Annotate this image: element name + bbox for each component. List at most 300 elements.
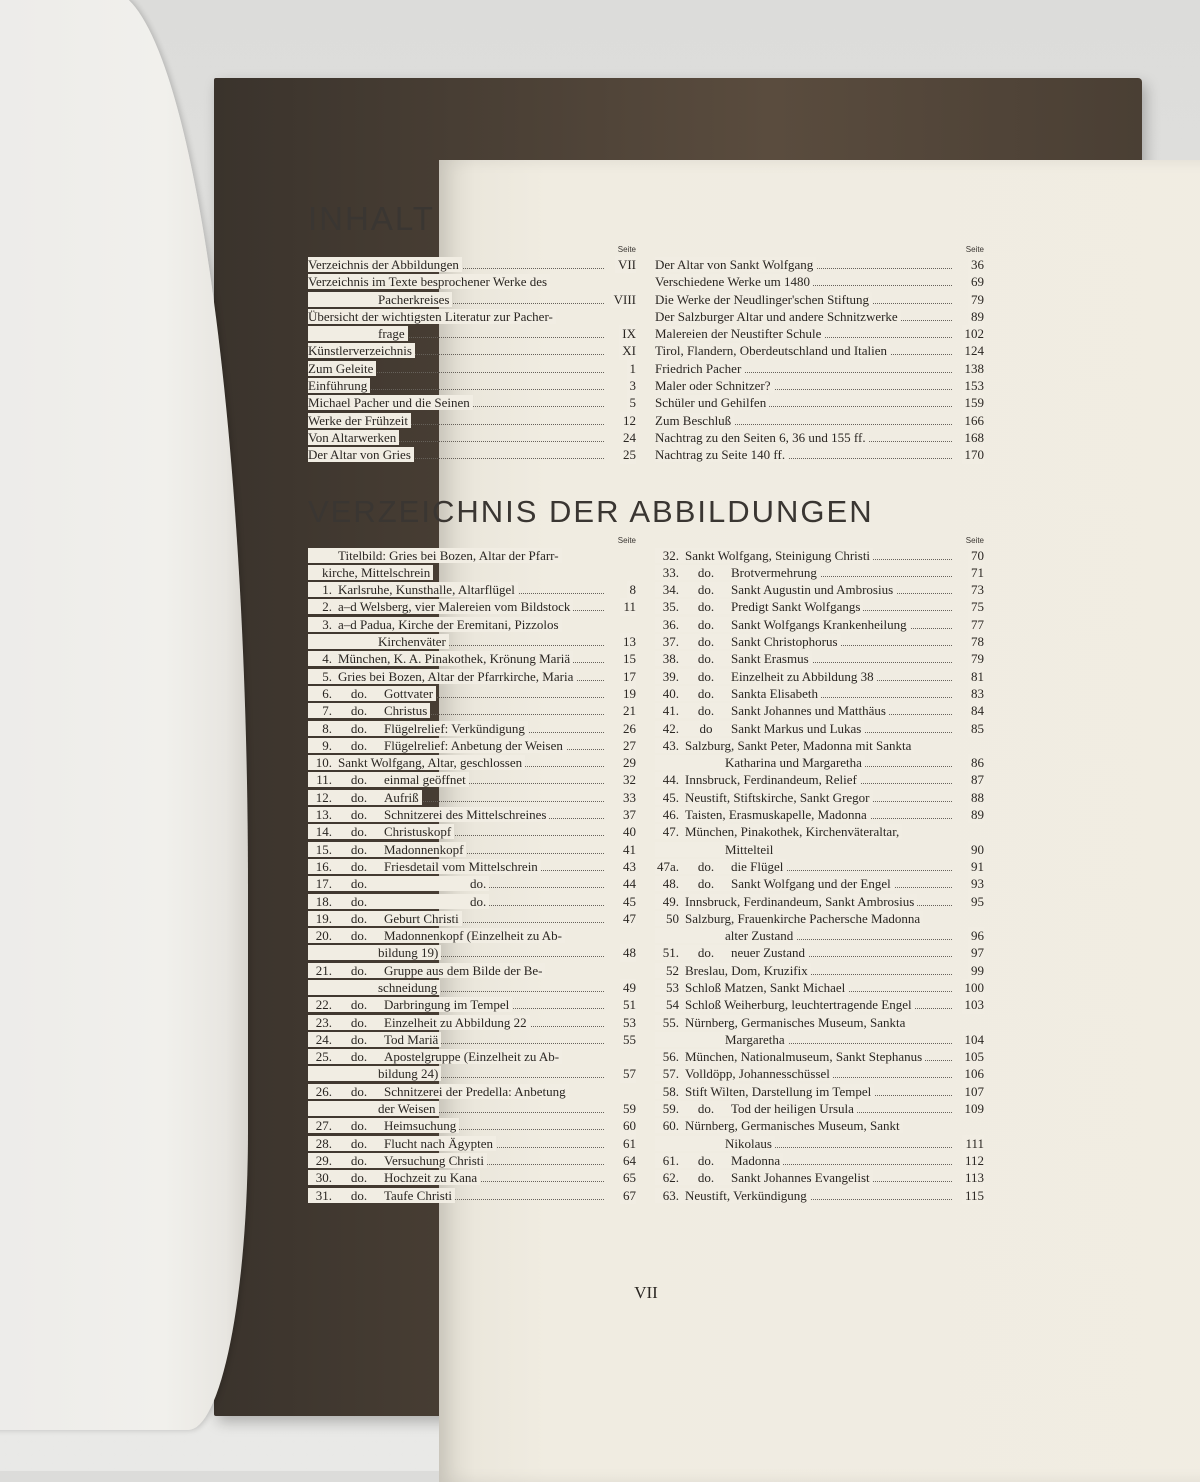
entry-text: Der Altar von Sankt Wolfgang	[655, 257, 814, 272]
page-ref: 27	[620, 737, 636, 754]
toc-entry	[655, 703, 889, 718]
figure-number: 23.	[315, 1014, 332, 1030]
page-ref: 111	[962, 1135, 984, 1152]
toc-row	[308, 962, 636, 979]
toc-row	[655, 702, 984, 719]
entry-text: Flucht nach Ägypten	[384, 1135, 494, 1151]
page-ref: 26	[620, 720, 636, 737]
entry-text: Neustift, Stiftskirche, Sankt Gregor	[685, 789, 870, 805]
entry-text: Salzburg, Frauenkirche Pachersche Madonna	[685, 910, 921, 926]
toc-row	[308, 273, 636, 290]
ditto-mark: do.	[350, 720, 368, 736]
toc-row	[655, 598, 984, 615]
seite-label: Seite	[965, 535, 984, 545]
figure-number: 49.	[662, 893, 679, 909]
page-ref: 79	[968, 650, 984, 667]
entry-text: Sankt Augustin und Ambrosius	[731, 582, 894, 598]
figure-number: 1.	[322, 582, 332, 598]
toc-entry	[308, 1084, 569, 1099]
toc-entry	[308, 378, 370, 393]
toc-entry	[655, 1015, 908, 1030]
figure-number: 12.	[315, 789, 332, 805]
entry-text: Brotvermehrung	[731, 564, 817, 580]
entry-text: Stift Wilten, Darstellung im Tempel	[685, 1083, 872, 1099]
page-ref: 89	[968, 308, 984, 325]
ditto-mark: do.	[350, 876, 368, 892]
entry-text: Volldöpp, Johannesschüssel	[685, 1066, 830, 1082]
figure-number: 47.	[662, 824, 679, 840]
toc-entry	[655, 361, 744, 376]
toc-row	[655, 256, 984, 273]
inhalt-left-list	[308, 256, 636, 464]
figure-number: 26.	[315, 1083, 332, 1099]
toc-entry	[308, 738, 566, 753]
page-ref: 3	[627, 377, 637, 394]
ditto-mark: do.	[350, 1014, 368, 1030]
entry-text: frage	[378, 326, 405, 342]
page-ref: 1	[627, 360, 637, 377]
toc-entry	[308, 997, 512, 1012]
toc-entry	[308, 565, 433, 580]
toc-entry	[655, 634, 841, 649]
entry-text: Neustift, Verkündigung	[685, 1187, 807, 1203]
ditto-mark: do.	[350, 1031, 368, 1047]
entry-text: Sankt Johannes Evangelist	[731, 1170, 870, 1186]
entry-text: Sankta Elisabeth	[731, 685, 819, 701]
entry-text: do.	[470, 876, 487, 892]
toc-row	[655, 875, 984, 892]
left-page-curl	[0, 0, 248, 1430]
toc-entry	[308, 634, 449, 649]
ditto-mark: do.	[350, 858, 368, 874]
figure-number: 10.	[315, 755, 332, 771]
toc-entry	[655, 326, 824, 341]
toc-row	[655, 616, 984, 633]
toc-row	[308, 446, 636, 463]
page-ref: 153	[962, 377, 985, 394]
toc-row	[308, 1152, 636, 1169]
figure-number: 14.	[315, 824, 332, 840]
ditto-mark: do.	[350, 962, 368, 978]
toc-row	[308, 412, 636, 429]
entry-text: Aufriß	[384, 789, 419, 805]
toc-entry	[655, 257, 816, 272]
toc-entry	[308, 326, 408, 341]
ditto-mark: do.	[350, 997, 368, 1013]
figure-number: 5.	[322, 668, 332, 684]
ditto-mark: do.	[350, 928, 368, 944]
entry-text: alter Zustand	[725, 928, 794, 944]
ditto-mark: do.	[697, 876, 715, 892]
figure-number: 4.	[322, 651, 332, 667]
toc-row	[655, 737, 984, 754]
toc-entry	[308, 755, 525, 770]
figure-number: 21.	[315, 962, 332, 978]
toc-entry	[655, 617, 910, 632]
page-ref: 41	[620, 841, 636, 858]
figure-number: 3.	[322, 616, 332, 632]
toc-row	[308, 564, 636, 581]
entry-text: Sankt Johannes und Matthäus	[731, 703, 886, 719]
toc-entry	[655, 1101, 857, 1116]
entry-text: Tod Mariä	[384, 1031, 439, 1047]
toc-entry	[655, 378, 774, 393]
entry-text: a–d Padua, Kirche der Eremitani, Pizzolos	[338, 616, 559, 632]
page-ref: 40	[620, 823, 636, 840]
entry-text: Katharina und Margaretha	[725, 755, 862, 771]
page-ref: VII	[615, 256, 636, 273]
toc-row	[655, 1031, 984, 1048]
toc-row	[308, 1065, 636, 1082]
ditto-mark: do.	[697, 703, 715, 719]
toc-entry	[655, 928, 796, 943]
toc-row	[655, 291, 984, 308]
figure-number: 9.	[322, 737, 332, 753]
toc-entry	[308, 980, 440, 995]
toc-entry	[655, 274, 813, 289]
figure-number: 39.	[662, 668, 679, 684]
toc-row	[655, 1083, 984, 1100]
ditto-mark: do.	[697, 582, 715, 598]
toc-entry	[655, 413, 734, 428]
entry-text: Karlsruhe, Kunsthalle, Altarflügel	[338, 582, 515, 598]
verzeichnis-columns	[308, 534, 984, 1204]
figure-number: 8.	[322, 720, 332, 736]
toc-row	[308, 996, 636, 1013]
toc-row	[655, 1014, 984, 1031]
verzeichnis-right-list	[655, 547, 984, 1204]
page-ref: 65	[620, 1169, 636, 1186]
toc-row	[308, 1031, 636, 1048]
ditto-mark: do.	[350, 893, 368, 909]
toc-entry	[308, 1049, 562, 1064]
toc-row	[308, 377, 636, 394]
figure-number: 20.	[315, 928, 332, 944]
toc-entry	[655, 669, 877, 684]
entry-text: neuer Zustand	[731, 945, 806, 961]
entry-text: Einzelheit zu Abbildung 38	[731, 668, 874, 684]
ditto-mark: do.	[350, 841, 368, 857]
entry-text: Pacherkreises	[378, 291, 450, 307]
toc-row	[655, 893, 984, 910]
page-ref: VIII	[611, 291, 636, 308]
entry-text: Madonna	[731, 1152, 781, 1168]
toc-entry	[655, 1118, 903, 1133]
page-ref: 48	[620, 944, 636, 961]
toc-entry	[308, 582, 518, 597]
toc-entry	[655, 1084, 874, 1099]
figure-number: 35.	[662, 599, 679, 615]
entry-text: Schnitzerei des Mittelschreines	[384, 807, 547, 823]
entry-text: Mittelteil	[725, 841, 774, 857]
entry-text: a–d Welsberg, vier Malereien vom Bildstock	[338, 599, 571, 615]
toc-row	[655, 789, 984, 806]
toc-entry	[308, 257, 462, 272]
toc-row	[655, 429, 984, 446]
toc-entry	[308, 1032, 441, 1047]
page-ref: 97	[968, 944, 984, 961]
toc-entry	[655, 859, 786, 874]
figure-number: 25.	[315, 1049, 332, 1065]
page-ref: 21	[620, 702, 636, 719]
entry-text: Hochzeit zu Kana	[384, 1170, 478, 1186]
ditto-mark: do.	[697, 668, 715, 684]
page-ref: 17	[620, 668, 636, 685]
toc-entry	[308, 447, 414, 462]
entry-text: Christus	[384, 703, 428, 719]
entry-text: Madonnenkopf (Einzelheit zu Ab-	[384, 928, 562, 944]
toc-entry	[655, 772, 860, 787]
figure-number: 28.	[315, 1135, 332, 1151]
entry-text: Sankt Wolfgangs Krankenheilung	[731, 616, 907, 632]
page-ref: 5	[627, 394, 637, 411]
page-ref: 91	[968, 858, 984, 875]
entry-text: Maler oder Schnitzer?	[655, 378, 771, 394]
page-ref: 57	[620, 1065, 636, 1082]
toc-row	[308, 291, 636, 308]
toc-row	[655, 754, 984, 771]
entry-text: Der Altar von Gries	[308, 447, 411, 463]
toc-entry	[308, 599, 573, 614]
toc-entry	[308, 721, 528, 736]
figure-number: 40.	[662, 685, 679, 701]
entry-text: Zum Geleite	[308, 360, 374, 376]
toc-row	[308, 858, 636, 875]
verzeichnis-right-column	[655, 534, 984, 1204]
toc-entry	[655, 1188, 810, 1203]
toc-entry	[308, 945, 441, 960]
toc-entry	[308, 928, 565, 943]
page-ref: 104	[962, 1031, 985, 1048]
entry-text: Schüler und Gehilfen	[655, 395, 767, 411]
entry-text: Schloß Matzen, Sankt Michael	[685, 979, 846, 995]
toc-row	[655, 581, 984, 598]
figure-number: 47a.	[656, 858, 679, 874]
toc-row	[655, 1135, 984, 1152]
toc-row	[308, 720, 636, 737]
entry-text: Verschiedene Werke um 1480	[655, 274, 811, 290]
entry-text: Malereien der Neustifter Schule	[655, 326, 822, 342]
toc-entry	[655, 447, 788, 462]
entry-text: Sankt Wolfgang, Altar, geschlossen	[338, 755, 523, 771]
entry-text: Einzelheit zu Abbildung 22	[384, 1014, 527, 1030]
toc-entry	[655, 1032, 788, 1047]
toc-entry	[308, 395, 473, 410]
toc-entry	[655, 1066, 833, 1081]
toc-entry	[655, 343, 890, 358]
ditto-mark: do.	[697, 858, 715, 874]
ditto-mark: do.	[350, 1152, 368, 1168]
inhalt-heading: INHALT	[308, 200, 435, 237]
inhalt-right-column	[655, 243, 984, 464]
entry-text: Flügelrelief: Verkündigung	[384, 720, 525, 736]
entry-text: Der Salzburger Altar und andere Schnitzwerke	[655, 308, 898, 324]
toc-row	[655, 1100, 984, 1117]
toc-row	[655, 1187, 984, 1204]
ditto-mark: do.	[350, 1187, 368, 1203]
toc-entry	[308, 1066, 441, 1081]
page-ref: 43	[620, 858, 636, 875]
page-ref: 105	[962, 1048, 985, 1065]
toc-entry	[308, 1170, 480, 1185]
entry-text: Tirol, Flandern, Oberdeutschland und Italien	[655, 343, 888, 359]
toc-row	[655, 273, 984, 290]
figure-number: 34.	[662, 582, 679, 598]
figure-number: 42.	[662, 720, 679, 736]
ditto-mark: do.	[350, 1083, 368, 1099]
ditto-mark: do.	[350, 1118, 368, 1134]
page-ref: 85	[968, 720, 984, 737]
entry-text: Schloß Weiherburg, leuchtertragende Engel	[685, 997, 912, 1013]
toc-entry	[308, 309, 556, 324]
toc-row	[655, 1065, 984, 1082]
toc-row	[655, 858, 984, 875]
toc-entry	[655, 565, 820, 580]
page-ref: 113	[962, 1169, 984, 1186]
figure-number: 27.	[315, 1118, 332, 1134]
toc-entry	[655, 309, 901, 324]
seite-label: Seite	[965, 245, 984, 254]
page-ref: 96	[968, 927, 984, 944]
toc-row	[655, 668, 984, 685]
toc-entry	[655, 395, 769, 410]
toc-entry	[308, 274, 550, 289]
page-ref: 71	[968, 564, 984, 581]
page-ref: 112	[962, 1152, 984, 1169]
entry-text: München, Pinakothek, Kirchenväteraltar,	[685, 824, 900, 840]
page-ref: 124	[962, 342, 985, 359]
page-ref: 33	[620, 789, 636, 806]
toc-row	[655, 962, 984, 979]
entry-text: Verzeichnis der Abbildungen	[308, 257, 459, 272]
toc-entry	[308, 963, 545, 978]
toc-entry	[308, 548, 562, 563]
figure-number: 18.	[315, 893, 332, 909]
toc-row	[308, 1117, 636, 1134]
page-ref: 168	[962, 429, 985, 446]
ditto-mark: do.	[697, 945, 715, 961]
toc-entry	[655, 911, 923, 926]
toc-row	[655, 650, 984, 667]
figure-number: 56.	[662, 1049, 679, 1065]
page-ref: 93	[968, 875, 984, 892]
page-ref: 73	[968, 581, 984, 598]
entry-text: Sankt Wolfgang, Steinigung Christi	[685, 547, 871, 563]
entry-text: Verzeichnis im Texte besprochener Werke des	[308, 274, 548, 290]
toc-row	[655, 996, 984, 1013]
figure-number: 19.	[315, 910, 332, 926]
entry-text: bildung 24)	[378, 1066, 439, 1082]
figure-number: 6.	[322, 685, 332, 701]
toc-row	[655, 1048, 984, 1065]
entry-text: Breslau, Dom, Kruzifix	[685, 962, 808, 978]
toc-row	[655, 806, 984, 823]
seite-label: Seite	[617, 245, 636, 254]
ditto-mark: do.	[697, 616, 715, 632]
toc-row	[308, 1083, 636, 1100]
toc-row	[655, 979, 984, 996]
entry-text: Sankt Markus und Lukas	[731, 720, 862, 736]
entry-text: Kirchenväter	[378, 634, 446, 650]
entry-text: Sankt Wolfgang und der Engel	[731, 876, 891, 892]
page-ref: 12	[620, 412, 636, 429]
page-ref: 69	[968, 273, 984, 290]
toc-entry	[308, 1015, 530, 1030]
toc-entry	[655, 651, 812, 666]
figure-number: 2.	[322, 599, 332, 615]
toc-row	[308, 360, 636, 377]
figure-number: 37.	[662, 634, 679, 650]
toc-entry	[308, 1101, 439, 1116]
entry-text: Taisten, Erasmuskapelle, Madonna	[685, 807, 867, 823]
page-ref: 67	[620, 1187, 636, 1204]
entry-text: Innsbruck, Ferdinandeum, Relief	[685, 772, 857, 788]
entry-text: Darbringung im Tempel	[384, 997, 510, 1013]
page-ref: 87	[968, 771, 984, 788]
page-ref: 89	[968, 806, 984, 823]
figure-number: 55.	[662, 1014, 679, 1030]
ditto-mark: do.	[697, 1152, 715, 1168]
figure-number: 36.	[662, 616, 679, 632]
toc-row	[308, 1135, 636, 1152]
entry-text: die Flügel	[731, 858, 784, 874]
figure-number: 63.	[662, 1187, 679, 1203]
entry-text: Übersicht der wichtigsten Literatur zur Pacher-	[308, 308, 553, 324]
toc-row	[308, 616, 636, 633]
page-ref: 79	[968, 291, 984, 308]
toc-row	[655, 841, 984, 858]
toc-entry	[308, 842, 466, 857]
entry-text: Taufe Christi	[384, 1187, 453, 1203]
page-ref: 60	[620, 1117, 636, 1134]
toc-row	[308, 1169, 636, 1186]
toc-entry	[308, 651, 573, 666]
page-ref: 47	[620, 910, 636, 927]
figure-number: 58.	[662, 1083, 679, 1099]
toc-row	[308, 875, 636, 892]
page-ref: 102	[962, 325, 985, 342]
entry-text: Sankt Christophorus	[731, 634, 838, 650]
entry-text: Friedrich Pacher	[655, 360, 742, 376]
entry-text: Margaretha	[725, 1031, 785, 1047]
ditto-mark: do.	[350, 685, 368, 701]
entry-text: Tod der heiligen Ursula	[731, 1101, 854, 1117]
toc-row	[308, 771, 636, 788]
ditto-mark: do.	[350, 824, 368, 840]
toc-entry	[308, 876, 489, 891]
page-ref: 15	[620, 650, 636, 667]
page-ref: 64	[620, 1152, 636, 1169]
page-ref: 81	[968, 668, 984, 685]
toc-row	[655, 685, 984, 702]
figure-number: 32.	[662, 547, 679, 563]
page-ref: 170	[962, 446, 985, 463]
page-ref: 77	[968, 616, 984, 633]
ditto-mark: do.	[350, 772, 368, 788]
toc-entry	[655, 1153, 783, 1168]
toc-row	[308, 650, 636, 667]
page-ref: 45	[620, 893, 636, 910]
toc-row	[308, 979, 636, 996]
figure-number: 13.	[315, 807, 332, 823]
ditto-mark: do.	[697, 599, 715, 615]
toc-entry	[655, 980, 848, 995]
figure-number: 29.	[315, 1152, 332, 1168]
toc-entry	[308, 669, 576, 684]
page-ref: 109	[962, 1100, 985, 1117]
page-ref: 107	[962, 1083, 985, 1100]
page-ref: 166	[962, 412, 985, 429]
